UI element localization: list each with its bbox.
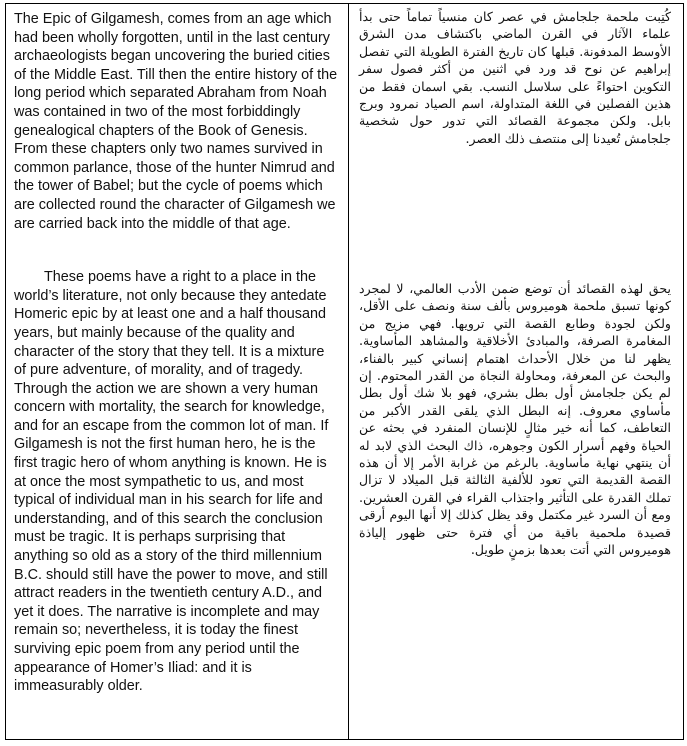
arabic-column [349, 4, 683, 739]
bilingual-table [5, 3, 684, 740]
arabic-paragraph-1: كُتِبت ملحمة جلجامش في عصر كان منسياً تماماً حتى بدأ علماء الآثار في القرن الماضي باكتشاف مدن الشرق الأوسط المدفونة. قبلها كان تاريخ الفترة الطويلة التي تفصل إبراهيم عن نوح قد ورد في اثنين من أكثر فصول سفر التكوين احتواءً على سلاسل النسب. بقي اسمان فقط من هذين الفصلين في اللغة المتداولة، اسم الصياد نمرود وبرج بابل. ولكن مجموعة القصائد التي تدور حول شخصية جلجامش تُعيدنا إلى منتصف ذلك العصر. [359, 9, 671, 146]
english-column [6, 4, 349, 739]
english-paragraph-1: The Epic of Gilgamesh, comes from an age which had been wholly forgotten, until in the last century archaeologists began uncovering the buried cities of the Middle East. Till then the entire history of the long period which separated Abraham from Noah was contained in two of the most forbiddingly genealogical chapters of the Book of Genesis. From these chapters only two names survived in common parlance, those of the hunter Nimrud and the tower of Babel; but the cycle of poems which are collected round the character of Gilgamesh we are carried back into the middle of that age. [14, 11, 338, 232]
arabic-paragraph-2: يحق لهذه القصائد أن توضع ضمن الأدب العالمي، لا لمجرد كونها تسبق ملحمة هوميروس بألف سنة ونصف على الأقل، ولكن لجودة وطابع القصة التي ترويها. فهي مزيج من المغامرة الصرفة، والمبادئ الأخلاقية والمشاهد المأساوية. يظهر لنا من خلال الأحداث اهتمام إنساني كبير بالفناء، والبحث عن المعرفة، ومحاولة النجاة من القدر المحتوم. إن لم يكن جلجامش أول بطل بشري، فهو بلا شك أول بطل مأساوي معروف. إنه البطل الذي يلقى القدر الأكبر من التعاطف، كما أنه خير مثالٍ للإنسان المنفرد في بحثه عن الحياة وفهم أسرار الكون وجوهره، ذاك البحث الذي لابد له أن ينتهي نهاية مأساوية. بالرغم من غرابة الأمر إلا أن هذه القصة القديمة التي تعود للألفية الثالثة قبل الميلاد لا تزال تملك القدرة على التأثير واجتذاب القراء في القرن العشرين. ومع أن السرد غير مكتمل وقد يظل كذلك إلا أنها اليوم أرقى قصيدة ملحمية باقية من أي فترة حتى ظهور إلياذة هوميروس التي أتت بعدها بزمنٍ طويل. [359, 281, 671, 558]
english-paragraph-2: These poems have a right to a place in the world’s literature, not only because they antedate Homeric epic by at least one and a half thousand years, but mainly because of the quality and character of the story that they tell. It is a mixture of pure adventure, of morality, and of tragedy. Through the action we are shown a very human concern with mortality, the search for knowledge, and for an escape from the common lot of man. If Gilgamesh is not the first human hero, he is the first tragic hero of whom anything is known. He is at once the most sympathetic to us, and most typical of individual man in his search for life and understanding, and of this search the conclusion must be tragic. It is perhaps surprising that anything so old as a story of the third millennium B.C. should still have the power to move, and still attract readers in the twentieth century A.D., and yet it does. The narrative is incomplete and may remain so; nevertheless, it is today the finest surviving epic poem from any period until the appearance of Homer’s Iliad: and it is immeasurably older. [14, 269, 329, 695]
